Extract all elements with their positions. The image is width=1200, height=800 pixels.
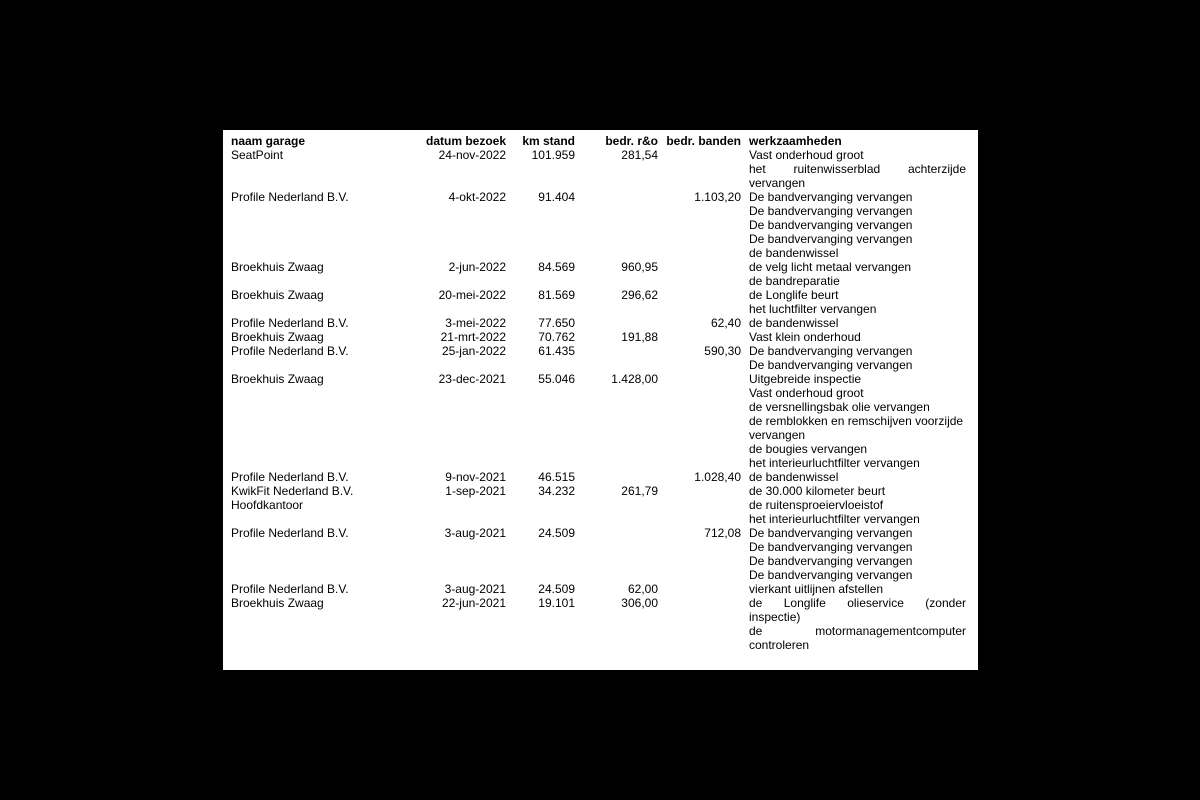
cell-date: 25-jan-2022 <box>441 344 506 358</box>
garage-name-line: Hoofdkantoor <box>231 498 304 512</box>
table-row <box>231 316 971 330</box>
cell-km: 70.762 <box>538 330 575 344</box>
cell-garage <box>231 344 391 372</box>
cell-garage <box>231 372 391 470</box>
werk-line: De bandvervanging vervangen <box>749 554 913 568</box>
cell-banden: 590,30 <box>704 344 741 358</box>
werk-line: het luchtfilter vervangen <box>749 302 877 316</box>
werk-line: De bandvervanging vervangen <box>749 358 913 372</box>
cell-km: 61.435 <box>538 344 575 358</box>
cell-ro <box>575 344 658 372</box>
garage-name-line: Profile Nederland B.V. <box>231 344 349 358</box>
table-row <box>231 330 971 344</box>
cell-werkzaamheden <box>741 582 971 596</box>
garage-name-line: SeatPoint <box>231 148 284 162</box>
cell-banden <box>658 372 741 470</box>
cell-banden <box>658 484 741 526</box>
maintenance-table <box>231 134 971 652</box>
header-km: km stand <box>522 134 575 148</box>
cell-ro: 960,95 <box>621 260 658 274</box>
cell-date: 21-mrt-2022 <box>440 330 506 344</box>
cell-garage <box>231 316 391 330</box>
cell-date: 9-nov-2021 <box>445 470 506 484</box>
table-row <box>231 526 971 582</box>
cell-km: 34.232 <box>538 484 575 498</box>
document-page <box>223 130 978 670</box>
werk-line: Vast klein onderhoud <box>749 330 861 344</box>
cell-ro: 191,88 <box>621 330 658 344</box>
table-row <box>231 288 971 316</box>
cell-km: 19.101 <box>538 596 575 610</box>
werk-line: de bougies vervangen <box>749 442 868 456</box>
cell-werkzaamheden <box>741 316 971 330</box>
garage-name-line: Profile Nederland B.V. <box>231 316 349 330</box>
cell-werkzaamheden <box>741 470 971 484</box>
table-row <box>231 582 971 596</box>
cell-banden <box>658 330 741 344</box>
cell-banden: 62,40 <box>710 316 741 330</box>
table-body <box>231 148 971 652</box>
cell-ro <box>575 470 658 484</box>
werk-line: De bandvervanging vervangen <box>749 218 913 232</box>
cell-werkzaamheden <box>741 344 971 372</box>
werk-line: de ruitensproeiervloeistof <box>749 498 884 512</box>
werk-line: vervangen <box>749 176 806 190</box>
cell-banden <box>658 260 741 288</box>
cell-garage <box>231 484 391 526</box>
cell-km: 91.404 <box>538 190 575 204</box>
cell-garage <box>231 190 391 260</box>
cell-km: 77.650 <box>538 316 575 330</box>
cell-date: 20-mei-2022 <box>438 288 506 302</box>
cell-werkzaamheden <box>741 148 971 190</box>
garage-name-line: KwikFit Nederland B.V. <box>231 484 354 498</box>
cell-date: 3-aug-2021 <box>444 582 506 596</box>
cell-km: 55.046 <box>538 372 575 386</box>
header-ro: bedr. r&o <box>605 134 658 148</box>
cell-garage <box>231 148 391 190</box>
cell-ro <box>575 190 658 260</box>
cell-ro: 281,54 <box>621 148 658 162</box>
werk-line: Vast onderhoud groot <box>749 386 864 400</box>
header-werk: werkzaamheden <box>749 134 842 148</box>
werk-line: De bandvervanging vervangen <box>749 540 913 554</box>
cell-ro: 296,62 <box>621 288 658 302</box>
werk-line: de versnellingsbak olie vervangen <box>749 400 930 414</box>
garage-name-line: Broekhuis Zwaag <box>231 288 324 302</box>
cell-banden <box>658 148 741 190</box>
werk-line: de bandenwissel <box>749 316 839 330</box>
werk-line: de velg licht metaal vervangen <box>749 260 912 274</box>
garage-name-line: Profile Nederland B.V. <box>231 470 349 484</box>
cell-date: 3-mei-2022 <box>445 316 506 330</box>
cell-werkzaamheden <box>741 330 971 344</box>
werk-line: het ruitenwisserblad achterzijde <box>749 162 966 176</box>
werk-line: de bandenwissel <box>749 470 839 484</box>
cell-banden: 1.028,40 <box>694 470 741 484</box>
werk-line: de bandenwissel <box>749 246 839 260</box>
werk-line: Uitgebreide inspectie <box>749 372 862 386</box>
cell-date: 4-okt-2022 <box>448 190 506 204</box>
werk-line: Vast onderhoud groot <box>749 148 864 162</box>
cell-km: 24.509 <box>538 582 575 596</box>
header-banden: bedr. banden <box>666 134 741 148</box>
cell-werkzaamheden <box>741 260 971 288</box>
header-garage: naam garage <box>231 134 306 148</box>
cell-garage <box>231 526 391 582</box>
werk-line: vervangen <box>749 428 806 442</box>
cell-banden <box>658 288 741 316</box>
werk-line: het interieurluchtfilter vervangen <box>749 512 920 526</box>
cell-date: 3-aug-2021 <box>444 526 506 540</box>
werk-line: de motormanagementcomputer <box>749 624 966 638</box>
cell-date: 24-nov-2022 <box>438 148 506 162</box>
header-date: datum bezoek <box>425 134 506 148</box>
cell-date: 2-jun-2022 <box>448 260 506 274</box>
cell-garage <box>231 596 391 652</box>
werk-line: de Longlife beurt <box>749 288 839 302</box>
werk-line: De bandvervanging vervangen <box>749 232 913 246</box>
cell-km: 46.515 <box>538 470 575 484</box>
cell-garage <box>231 582 391 596</box>
cell-werkzaamheden <box>741 372 971 470</box>
cell-km: 24.509 <box>538 526 575 540</box>
table-row <box>231 148 971 190</box>
table-row <box>231 596 971 652</box>
garage-name-line: Profile Nederland B.V. <box>231 526 349 540</box>
cell-garage <box>231 260 391 288</box>
table-row <box>231 190 971 260</box>
cell-werkzaamheden <box>741 190 971 260</box>
garage-name-line: Profile Nederland B.V. <box>231 190 349 204</box>
werk-line: De bandvervanging vervangen <box>749 204 913 218</box>
garage-name-line: Broekhuis Zwaag <box>231 596 324 610</box>
cell-banden: 712,08 <box>704 526 741 540</box>
werk-line: De bandvervanging vervangen <box>749 190 913 204</box>
cell-km: 101.959 <box>531 148 575 162</box>
werk-line: De bandvervanging vervangen <box>749 344 913 358</box>
cell-km: 84.569 <box>538 260 575 274</box>
garage-name-line: Broekhuis Zwaag <box>231 260 324 274</box>
cell-date: 1-sep-2021 <box>445 484 506 498</box>
cell-ro <box>575 526 658 582</box>
cell-date: 22-jun-2021 <box>441 596 506 610</box>
cell-banden <box>658 596 741 652</box>
cell-banden: 1.103,20 <box>694 190 741 204</box>
werk-line: vierkant uitlijnen afstellen <box>749 582 884 596</box>
garage-name-line: Broekhuis Zwaag <box>231 372 324 386</box>
cell-werkzaamheden <box>741 288 971 316</box>
garage-name-line: Profile Nederland B.V. <box>231 582 349 596</box>
cell-banden <box>658 582 741 596</box>
table-row <box>231 484 971 526</box>
cell-ro: 1.428,00 <box>611 372 658 386</box>
cell-garage <box>231 288 391 316</box>
table-row <box>231 470 971 484</box>
cell-date: 23-dec-2021 <box>438 372 506 386</box>
cell-ro: 62,00 <box>627 582 658 596</box>
table-row <box>231 372 971 470</box>
cell-garage <box>231 330 391 344</box>
table-row <box>231 344 971 372</box>
cell-km: 81.569 <box>538 288 575 302</box>
cell-ro: 261,79 <box>621 484 658 498</box>
cell-werkzaamheden <box>741 596 971 652</box>
werk-line: de remblokken en remschijven voorzijde <box>749 414 964 428</box>
werk-line: controleren <box>749 638 810 652</box>
werk-line: De bandvervanging vervangen <box>749 568 913 582</box>
garage-name-line: Broekhuis Zwaag <box>231 330 324 344</box>
cell-werkzaamheden <box>741 526 971 582</box>
werk-line: de Longlife olieservice (zonder <box>749 596 966 610</box>
cell-ro <box>575 316 658 330</box>
werk-line: de bandreparatie <box>749 274 840 288</box>
cell-werkzaamheden <box>741 484 971 526</box>
werk-line: De bandvervanging vervangen <box>749 526 913 540</box>
werk-line: inspectie) <box>749 610 801 624</box>
table-row <box>231 260 971 288</box>
table-header-row <box>231 134 971 148</box>
werk-line: het interieurluchtfilter vervangen <box>749 456 920 470</box>
cell-garage <box>231 470 391 484</box>
werk-line: de 30.000 kilometer beurt <box>749 484 886 498</box>
cell-ro: 306,00 <box>621 596 658 610</box>
